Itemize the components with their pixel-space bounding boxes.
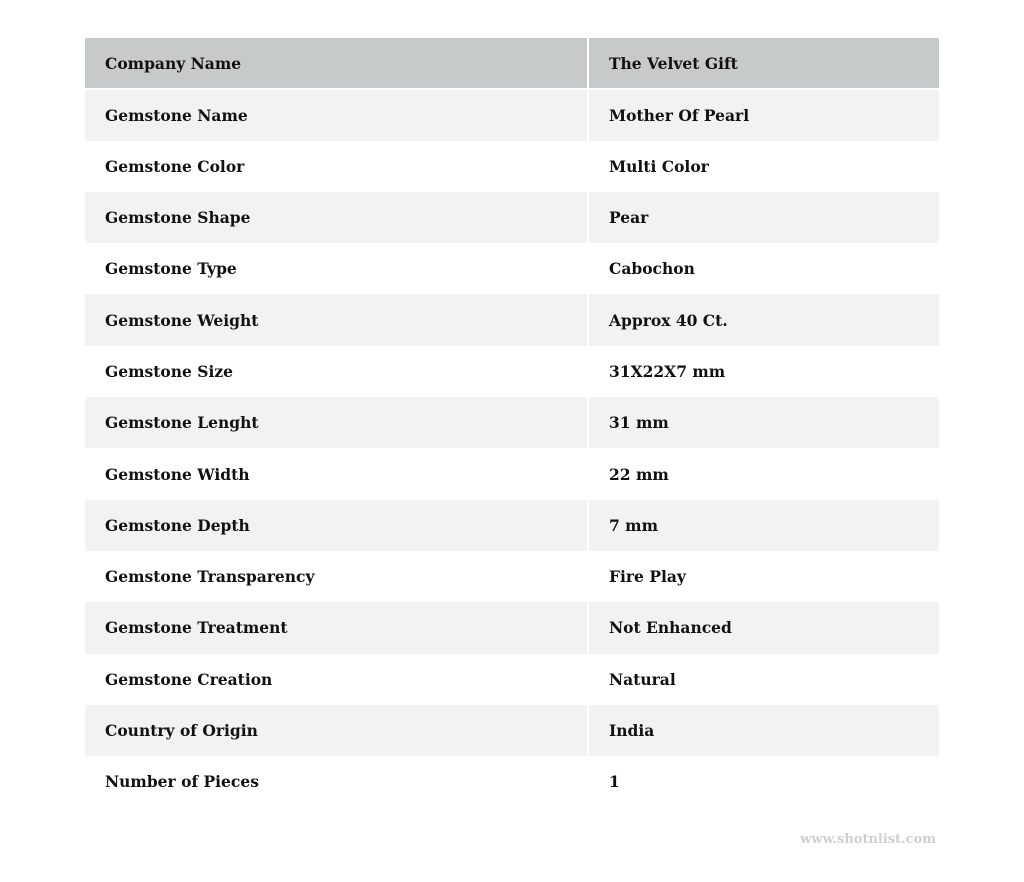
gemstone-size-label: Gemstone Size xyxy=(85,346,588,397)
gemstone-spec-table xyxy=(85,38,939,807)
gemstone-creation-value: Natural xyxy=(609,669,676,689)
table-row xyxy=(85,551,939,602)
number-of-pieces-label: Number of Pieces xyxy=(85,756,588,807)
table-row xyxy=(85,243,939,294)
gemstone-name-label: Gemstone Name xyxy=(85,89,588,140)
country-of-origin-label: Country of Origin xyxy=(85,705,588,756)
gemstone-length-value: 31 mm xyxy=(609,413,669,433)
gemstone-shape-label: Gemstone Shape xyxy=(85,192,588,243)
gemstone-type-label: Gemstone Type xyxy=(85,243,588,294)
table-row xyxy=(85,89,939,140)
table-row xyxy=(85,500,939,551)
table-row xyxy=(85,397,939,448)
number-of-pieces-value: 1 xyxy=(609,772,620,792)
watermark-text: www.shotnlist.com xyxy=(800,832,936,847)
table-row xyxy=(85,602,939,653)
gemstone-name-value: Mother Of Pearl xyxy=(609,105,750,125)
gemstone-treatment-value: Not Enhanced xyxy=(609,618,732,638)
table-header-row xyxy=(85,38,939,89)
gemstone-transparency-label: Gemstone Transparency xyxy=(85,551,588,602)
gemstone-type-value: Cabochon xyxy=(609,259,695,279)
table-row xyxy=(85,192,939,243)
gemstone-creation-label: Gemstone Creation xyxy=(85,654,588,705)
gemstone-shape-value: Pear xyxy=(609,208,649,228)
gemstone-color-value: Multi Color xyxy=(609,156,709,176)
gemstone-weight-value: Approx 40 Ct. xyxy=(609,310,728,330)
gemstone-transparency-value: Fire Play xyxy=(609,567,686,587)
country-of-origin-value: India xyxy=(609,721,655,740)
gemstone-color-label: Gemstone Color xyxy=(85,141,588,192)
gemstone-depth-label: Gemstone Depth xyxy=(85,500,588,551)
gemstone-depth-value: 7 mm xyxy=(609,515,658,535)
table-row xyxy=(85,705,939,756)
table-row xyxy=(85,294,939,345)
spec-table-body xyxy=(85,38,939,807)
gemstone-weight-label: Gemstone Weight xyxy=(85,294,588,345)
table-row xyxy=(85,448,939,499)
company-name-label: Company Name xyxy=(85,38,588,89)
gemstone-length-label: Gemstone Lenght xyxy=(85,397,588,448)
table-row xyxy=(85,756,939,807)
gemstone-size-value: 31X22X7 mm xyxy=(609,361,726,381)
table-row xyxy=(85,346,939,397)
table-row xyxy=(85,654,939,705)
table-row xyxy=(85,141,939,192)
gemstone-width-value: 22 mm xyxy=(609,464,669,484)
company-name-value: The Velvet Gift xyxy=(588,38,939,89)
gemstone-treatment-label: Gemstone Treatment xyxy=(85,602,588,653)
gemstone-width-label: Gemstone Width xyxy=(85,448,588,499)
